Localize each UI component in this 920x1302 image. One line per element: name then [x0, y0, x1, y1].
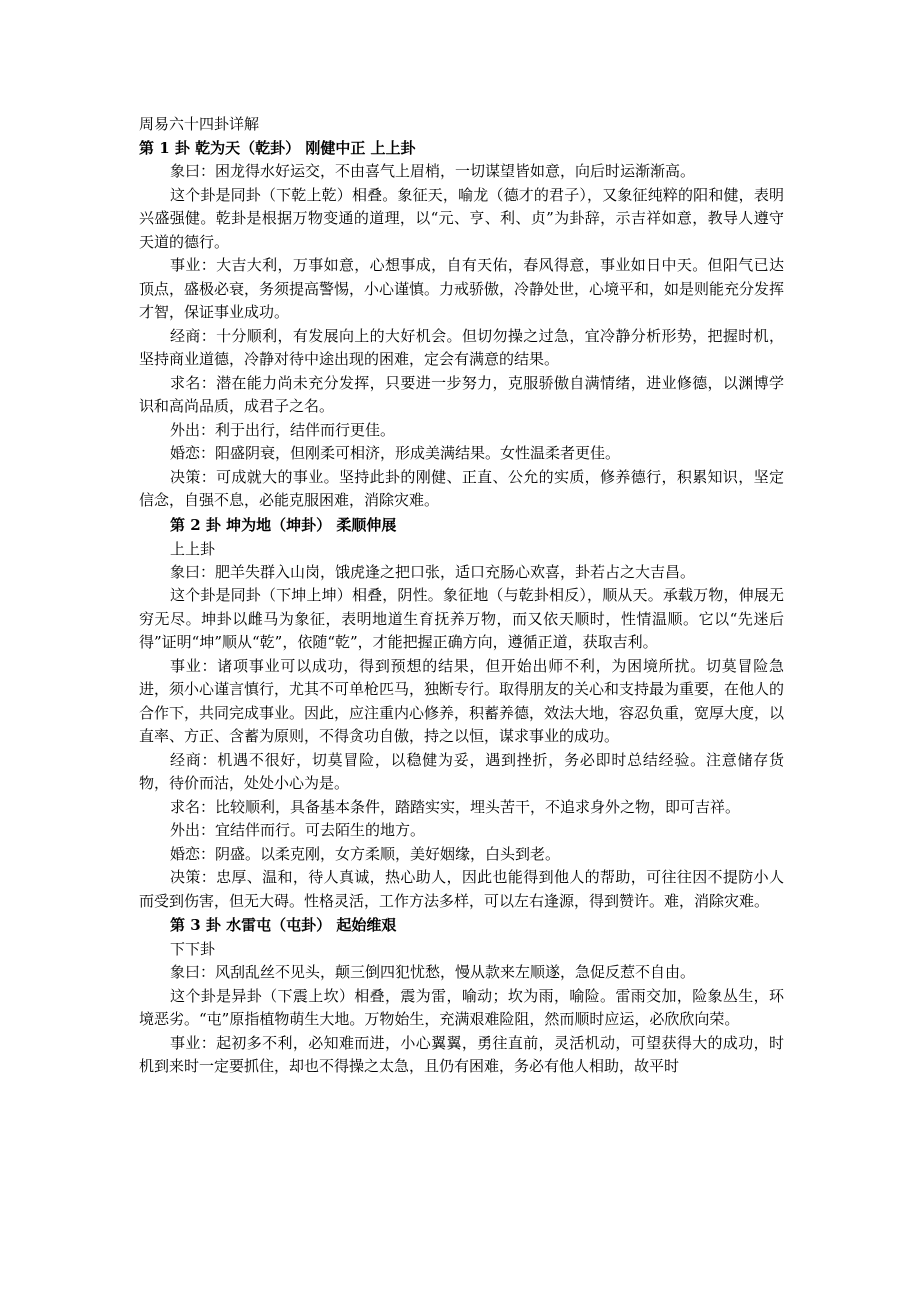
gua-1-travel: 外出：利于出行，结伴而行更佳。 [170, 420, 396, 439]
document-title: 周易六十四卦详解 [139, 115, 260, 133]
gua-1-career: 事业：大吉大利，万事如意，心想事成，自有天佑，春风得意，事业如日中天。但阳气已达顶点，盛极必衰，务须提高警惕，小心谨慎。力戒骄傲，冷静处世，心境平和，如是则能充分发挥才智，保证事业成功。 [139, 256, 785, 321]
gua-2-marriage: 婚恋：阴盛。以柔克刚，女方柔顺，美好姻缘，白头到老。 [170, 844, 561, 863]
gua-2-career: 事业：诸项事业可以成功，得到预想的结果，但开始出师不利，为困境所扰。切莫冒险急进，须小心谨言慎行，尤其不可单枪匹马，独断专行。取得朋友的关心和支持最为重要，在他人的合作下，共同完成事业。因此，应注重内心修养，积蓄养德，效法大地，容忍负重，宽厚大度，以直率、方正、含蓄为原则，不得贪功自傲，持之以恒，谋求事业的成功。 [139, 656, 785, 745]
gua-2-business: 经商：机遇不很好，切莫冒险，以稳健为妥，遇到挫折，务必即时总结经验。注意储存货物，待价而沽，处处小心为是。 [139, 750, 784, 792]
gua-2-decision: 决策：忠厚、温和，待人真诚，热心助人，因此也能得到他人的帮助，可往往因不提防小人而受到伤害，但无大碍。性格灵活，工作方法多样，可以左右逢源，得到赞许。难，消除灾难。 [139, 868, 784, 910]
gua-1-decision: 决策：可成就大的事业。坚持此卦的刚健、正直、公允的实质，修养德行，积累知识，坚定信念，自强不息，必能克服困难，消除灾难。 [139, 467, 784, 509]
gua-3-description: 这个卦是异卦（下震上坎）相叠，震为雷，喻动；坎为雨，喻险。雷雨交加，险象丛生，环境恶劣。“屯”原指植物萌生大地。万物始生，充满艰难险阻，然而顺时应运，必欣欣向荣。 [139, 986, 784, 1028]
gua-3-level: 下下卦 [170, 940, 216, 958]
gua-1-marriage: 婚恋：阳盛阴衰，但刚柔可相济，形成美满结果。女性温柔者更佳。 [170, 444, 621, 462]
gua-3-xiang: 象曰：风刮乱丝不见头，颠三倒四犯忧愁，慢从款来左顺遂，急促反惹不自由。 [170, 963, 696, 981]
gua-3-heading: 第 3 卦 水雷屯（屯卦） 起始维艰 [170, 916, 397, 934]
gua-1-xiang: 象曰：困龙得水好运交，不由喜气上眉梢，一切谋望皆如意，向后时运渐渐高。 [170, 162, 696, 180]
gua-3-career: 事业：起初多不利，必知难而进，小心翼翼，勇往直前，灵活机动，可望获得大的成功，时机到来时一定要抓住，却也不得操之太急，且仍有困难，务必有他人相助，故平时 [139, 1033, 784, 1075]
gua-1-business: 经商：十分顺利，有发展向上的大好机会。但切勿操之过急，宜冷静分析形势，把握时机，坚持商业道德，冷静对待中途出现的困难，定会有满意的结果。 [139, 326, 784, 368]
gua-1-fame: 求名：潜在能力尚未充分发挥，只要进一步努力，克服骄傲自满情绪，进业修德，以渊博学识和高尚品质，成君子之名。 [139, 373, 784, 415]
gua-2-description: 这个卦是同卦（下坤上坤）相叠，阴性。象征地（与乾卦相反），顺从天。承载万物，伸展无穷无尽。坤卦以雌马为象征，表明地道生育抚养万物，而又依天顺时，性情温顺。它以“先迷后得”证明“坤”顺从“乾”，依随“乾”，才能把握正确方向，遵循正道，获取吉利。 [139, 586, 784, 651]
document-page [139, 112, 784, 1079]
gua-1-description: 这个卦是同卦（下乾上乾）相叠。象征天，喻龙（德才的君子），又象征纯粹的阳和健，表明兴盛强健。乾卦是根据万物变通的道理，以“元、亨、利、贞”为卦辞，示吉祥如意，教导人遵守天道的德行。 [139, 185, 784, 251]
gua-2-travel: 外出：宜结伴而行。可去陌生的地方。 [170, 821, 426, 839]
gua-2-level: 上上卦 [170, 539, 216, 558]
gua-2-xiang: 象曰：肥羊失群入山岗，饿虎逢之把口张，适口充肠心欢喜，卦若占之大吉昌。 [170, 562, 696, 581]
gua-2-heading: 第 2 卦 坤为地（坤卦） 柔顺伸展 [170, 515, 397, 534]
gua-1-heading: 第 1 卦 乾为天（乾卦） 刚健中正 上上卦 [139, 139, 416, 157]
gua-2-fame: 求名：比较顺利，具备基本条件，踏踏实实，埋头苦干，不追求身外之物，即可吉祥。 [170, 797, 741, 816]
